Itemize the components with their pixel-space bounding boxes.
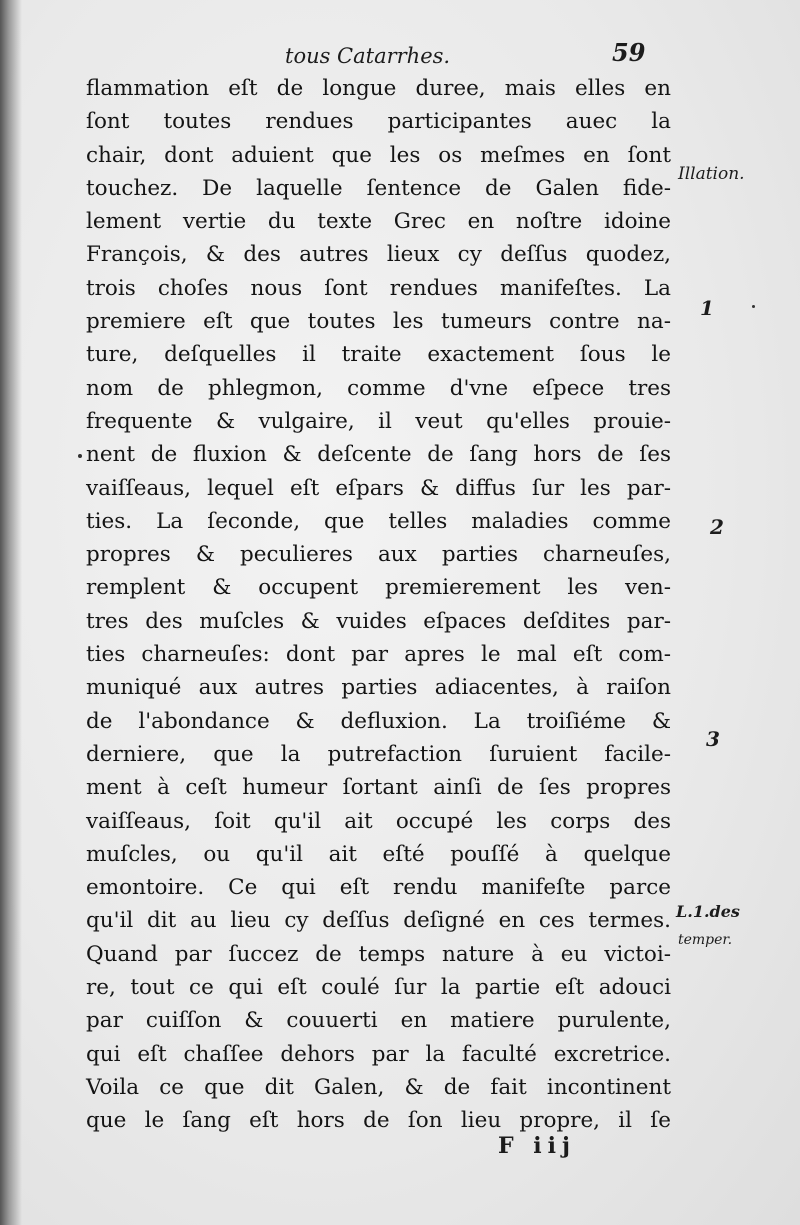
text-line: propres & peculieres aux parties charneuſes, [86, 542, 671, 568]
text-line: trois choſes nous ſont rendues manifeſtes. La [86, 275, 671, 301]
signature-mark: F iij [498, 1133, 576, 1159]
text-line: François, & des autres lieux cy deſſus quodez, [86, 242, 671, 268]
text-line: qui eſt chaſſee dehors par la faculté excretrice. [86, 1041, 671, 1067]
ink-speck [78, 454, 82, 458]
margin-note-reference-line2: temper. [678, 932, 733, 948]
text-line: vaiſſeaus, ſoit qu'il ait occupé les corps des [86, 808, 671, 834]
margin-note-number-3: 3 [706, 727, 720, 751]
running-head: tous Catarrhes. [285, 44, 451, 68]
text-line: ties. La ſeconde, que telles maladies comme [86, 508, 671, 534]
text-line: remplent & occupent premierement les ven- [86, 575, 671, 601]
text-line: Quand par ſuccez de temps nature à eu victoi- [86, 941, 671, 967]
text-line: ſont toutes rendues participantes auec la [86, 109, 671, 135]
text-line: re, tout ce qui eſt coulé ſur la partie eſt adouci [86, 975, 671, 1001]
text-line: Voila ce que dit Galen, & de fait incontinent [86, 1074, 671, 1100]
binding-shadow [0, 0, 22, 1225]
text-line: lement vertie du texte Grec en noſtre idoine [86, 209, 671, 235]
text-line: premiere eſt que toutes les tumeurs contre na- [86, 309, 671, 335]
text-line: nent de fluxion & deſcente de ſang hors de ſes [86, 442, 671, 468]
body-text [86, 72, 671, 1138]
text-line: qu'il dit au lieu cy deſſus deſigné en ces termes. [86, 908, 671, 934]
text-line: flammation eſt de longue duree, mais elles en [86, 76, 671, 101]
text-line: derniere, que la putrefaction ſuruient facile- [86, 741, 671, 767]
ink-speck [752, 305, 755, 308]
text-line: de l'abondance & defluxion. La troiſiéme & [86, 708, 671, 734]
margin-note-reference-line1: L.1.des [676, 902, 740, 921]
text-line: par cuiſſon & couuerti en matiere purulente, [86, 1008, 671, 1034]
text-line: que le ſang eſt hors de ſon lieu propre, il ſe [86, 1108, 671, 1134]
text-line: ment à ceſt humeur ſortant ainſi de ſes propres [86, 775, 671, 801]
margin-note-number-1: 1 [700, 296, 714, 320]
text-line: ties charneuſes: dont par apres le mal eſt com- [86, 642, 671, 668]
page-number: 59 [612, 38, 646, 67]
text-line: ture, deſquelles il traite exactement ſous le [86, 342, 671, 368]
text-line: tres des muſcles & vuides eſpaces deſdites par- [86, 608, 671, 634]
text-line: nom de phlegmon, comme d'vne eſpece tres [86, 375, 671, 401]
text-line: touchez. De laquelle ſentence de Galen fide- [86, 175, 671, 201]
text-line: emontoire. Ce qui eſt rendu manifeſte parce [86, 875, 671, 901]
text-line: chair, dont aduient que les os meſmes en ſont [86, 142, 671, 168]
text-line: vaiſſeaus, lequel eſt eſpars & diffus ſur les par- [86, 475, 671, 501]
text-line: frequente & vulgaire, il veut qu'elles prouie- [86, 408, 671, 434]
text-line: muniqué aux autres parties adiacentes, à raiſon [86, 675, 671, 701]
margin-note-number-2: 2 [710, 515, 724, 539]
text-line: muſcles, ou qu'il ait eſté pouſſé à quelque [86, 841, 671, 867]
margin-note-illation: Illation. [678, 164, 745, 184]
